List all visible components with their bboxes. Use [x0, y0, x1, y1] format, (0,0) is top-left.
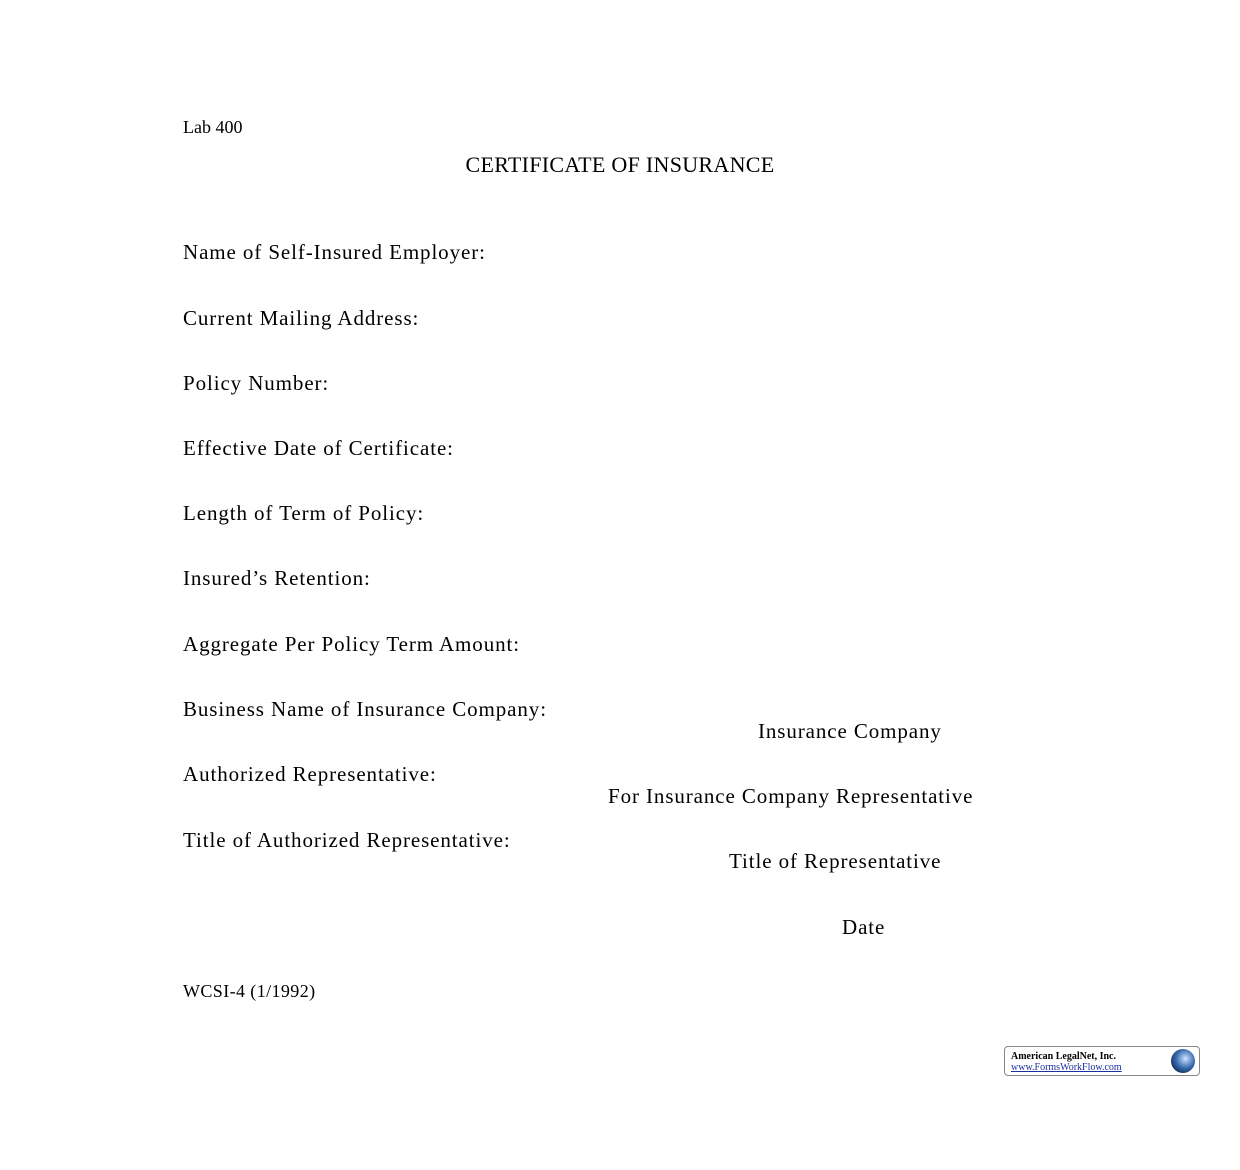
field-label-retention: Insured’s Retention: [183, 566, 371, 590]
form-number: WCSI-4 (1/1992) [183, 981, 316, 1001]
logo-link[interactable]: www.FormsWorkFlow.com [1011, 1062, 1122, 1073]
signature-date-label: Date [842, 915, 886, 939]
page-title: CERTIFICATE OF INSURANCE [465, 152, 775, 177]
field-label-authorized-rep: Authorized Representative: [183, 762, 437, 786]
signature-representative-label: For Insurance Company Representative [608, 784, 974, 808]
signature-company-label: Insurance Company [758, 719, 942, 743]
field-label-policy-number: Policy Number: [183, 371, 330, 395]
logo-name: American LegalNet, Inc. [1011, 1051, 1116, 1062]
field-label-effective-date: Effective Date of Certificate: [183, 436, 454, 460]
field-label-employer-name: Name of Self-Insured Employer: [183, 240, 486, 264]
field-label-rep-title: Title of Authorized Representative: [183, 828, 511, 852]
field-label-mailing-address: Current Mailing Address: [183, 306, 420, 330]
field-label-term-length: Length of Term of Policy: [183, 501, 425, 525]
globe-icon [1171, 1049, 1195, 1073]
field-label-aggregate-amount: Aggregate Per Policy Term Amount: [183, 632, 520, 656]
field-label-insurance-company: Business Name of Insurance Company: [183, 697, 547, 721]
signature-title-label: Title of Representative [729, 849, 942, 873]
american-legalnet-logo[interactable] [1004, 1046, 1200, 1076]
form-code: Lab 400 [183, 117, 243, 137]
